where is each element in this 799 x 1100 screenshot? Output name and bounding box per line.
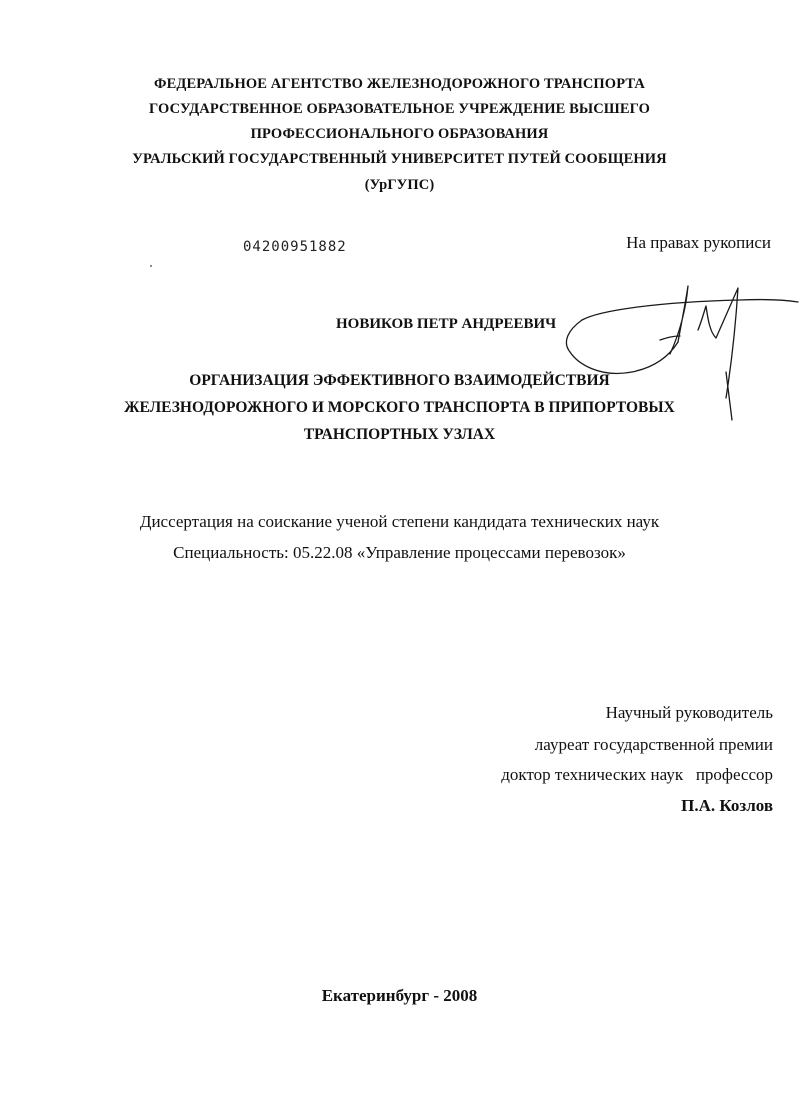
signature-first-upstroke xyxy=(670,286,688,354)
scan-speck xyxy=(150,265,152,267)
dissertation-specialty: Специальность: 05.22.08 «Управление процессами перевозок» xyxy=(173,543,626,562)
title-line-1: ОРГАНИЗАЦИЯ ЭФФЕКТИВНОГО ВЗАИМОДЕЙСТВИЯ xyxy=(189,372,610,389)
supervisor-role: Научный руководитель xyxy=(605,703,773,722)
header-education-level: ПРОФЕССИОНАЛЬНОГО ОБРАЗОВАНИЯ xyxy=(250,126,549,142)
header-university-abbr: (УрГУПС) xyxy=(364,177,435,193)
manuscript-rights-note: На правах рукописи xyxy=(626,233,771,252)
title-line-2: ЖЕЛЕЗНОДОРОЖНОГО И МОРСКОГО ТРАНСПОРТА В ПРИПОРТОВЫХ xyxy=(124,399,675,416)
signature-top-stroke xyxy=(582,300,798,320)
header-agency: ФЕДЕРАЛЬНОЕ АГЕНТСТВО ЖЕЛЕЗНОДОРОЖНОГО ТРАНСПОРТА xyxy=(154,76,645,92)
city-year: Екатеринбург - 2008 xyxy=(321,986,478,1005)
supervisor-award: лауреат государственной премии xyxy=(534,735,773,754)
author-name: НОВИКОВ ПЕТР АНДРЕЕВИЧ xyxy=(336,316,557,332)
title-line-3: ТРАНСПОРТНЫХ УЗЛАХ xyxy=(303,426,496,443)
registration-number: 04200951882 xyxy=(243,239,347,255)
dissertation-degree: Диссертация на соискание ученой степени кандидата технических наук xyxy=(139,512,660,531)
header-institution-type: ГОСУДАРСТВЕННОЕ ОБРАЗОВАТЕЛЬНОЕ УЧРЕЖДЕНИЕ ВЫСШЕГО xyxy=(149,101,650,117)
signature-loop-stroke xyxy=(566,320,678,373)
supervisor-degree: доктор технических наук профессор xyxy=(501,765,773,784)
header-university-name: УРАЛЬСКИЙ ГОСУДАРСТВЕННЫЙ УНИВЕРСИТЕТ ПУТЕЙ СООБЩЕНИЯ xyxy=(132,151,667,167)
supervisor-name: П.А. Козлов xyxy=(681,796,773,815)
